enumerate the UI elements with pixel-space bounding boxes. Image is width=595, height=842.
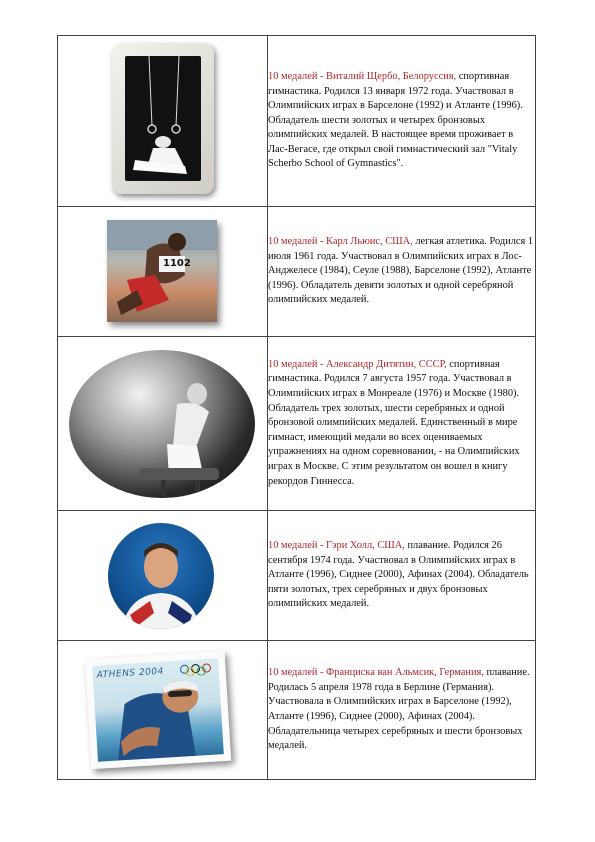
description-cell	[268, 511, 536, 641]
description-cell	[268, 36, 536, 207]
race-bib: 1102	[163, 258, 191, 269]
athletes-table	[57, 35, 536, 780]
long-jumper-image	[107, 220, 217, 322]
description-cell	[268, 207, 536, 337]
table-row	[58, 511, 536, 641]
photo-lewis	[107, 220, 217, 322]
description-cell	[268, 337, 536, 511]
photo-cell	[58, 641, 268, 780]
athlete-description: спортивная гимнастика. Родился 13 января 1972 года. Участвовал в Олимпийских играх в Барселоне (1992) и Атланте (1996). Обладатель шести золотых и четырех бронзовых олимпийских медалей. В настоящее время проживает в Лас-Вегасе, где открыл свой гимнастический зал "Vitaly Scherbo School of Gymnastics".	[268, 70, 523, 170]
olympic-rings-icon	[178, 663, 213, 677]
athlete-description: легкая атлетика. Родился 1 июля 1961 года. Участвовал в Олимпийских играх в Лос-Анджелесе (1984), Сеуле (1988), Барселоне (1992), Атланте (1996). Обладатель девяти золотых и одной серебряной олимпийских медалей.	[268, 236, 534, 306]
table-row	[58, 337, 536, 511]
table-row	[58, 641, 536, 780]
photo-dityatin	[69, 350, 255, 498]
photo-van-almsick	[85, 651, 231, 769]
athlete-description: плавание. Родился 26 сентября 1974 года. Участвовал в Олимпийских играх в Атланте (1996), Сиднее (2000), Афинах (2004). Обладатель пяти золотых, трех серебряных и двух бронзовых олимпийских медалей.	[268, 540, 529, 610]
swimmer-portrait-image	[108, 523, 214, 629]
athlete-description: плавание. Родилась 5 апреля 1978 года в Берлине (Германия). Участвовала в Олимпийских играх в Барселоне (1992), Атланте (1996), Сиднее (2000), Афинах (2004). Обладательница четырех серебряных и шести бронзовых медалей.	[268, 667, 530, 752]
athens-banner: ATHENS 2004	[96, 666, 165, 681]
photo-hall	[108, 523, 214, 629]
athlete-heading: 10 медалей - Александр Дитятин, СССР,	[268, 358, 447, 370]
table-row	[58, 207, 536, 337]
photo-shcherbo	[112, 43, 214, 194]
photo-cell	[58, 337, 268, 511]
gymnast-pommel-image	[69, 350, 255, 498]
photo-cell	[58, 207, 268, 337]
athlete-heading: 10 медалей - Карл Льюис, США,	[268, 236, 413, 248]
athlete-heading: 10 медалей - Гэри Холл, США,	[268, 540, 405, 552]
athlete-heading: 10 медалей - Виталий Щербо, Белоруссия,	[268, 70, 457, 82]
photo-cell	[58, 36, 268, 207]
athlete-description: спортивная гимнастика. Родился 7 августа 1957 года. Участвовал в Олимпийских играх в Монреале (1976) и Москве (1980). Обладатель трех золотых, шести серебряных и одной бронзовой олимпийских медалей. Единственный в мире гимнаст, имеющий медали во всех оцениваемых упражнениях на одном соревновании, - на Олимпийских играх в Москве. С этим результатом он вошел в книгу рекордов Гиннесса.	[268, 358, 520, 487]
description-cell	[268, 641, 536, 780]
gymnast-rings-image	[125, 56, 201, 181]
athlete-heading: 10 медалей - Франциска ван Альмсик, Германия,	[268, 667, 484, 679]
photo-cell	[58, 511, 268, 641]
table-row	[58, 36, 536, 207]
